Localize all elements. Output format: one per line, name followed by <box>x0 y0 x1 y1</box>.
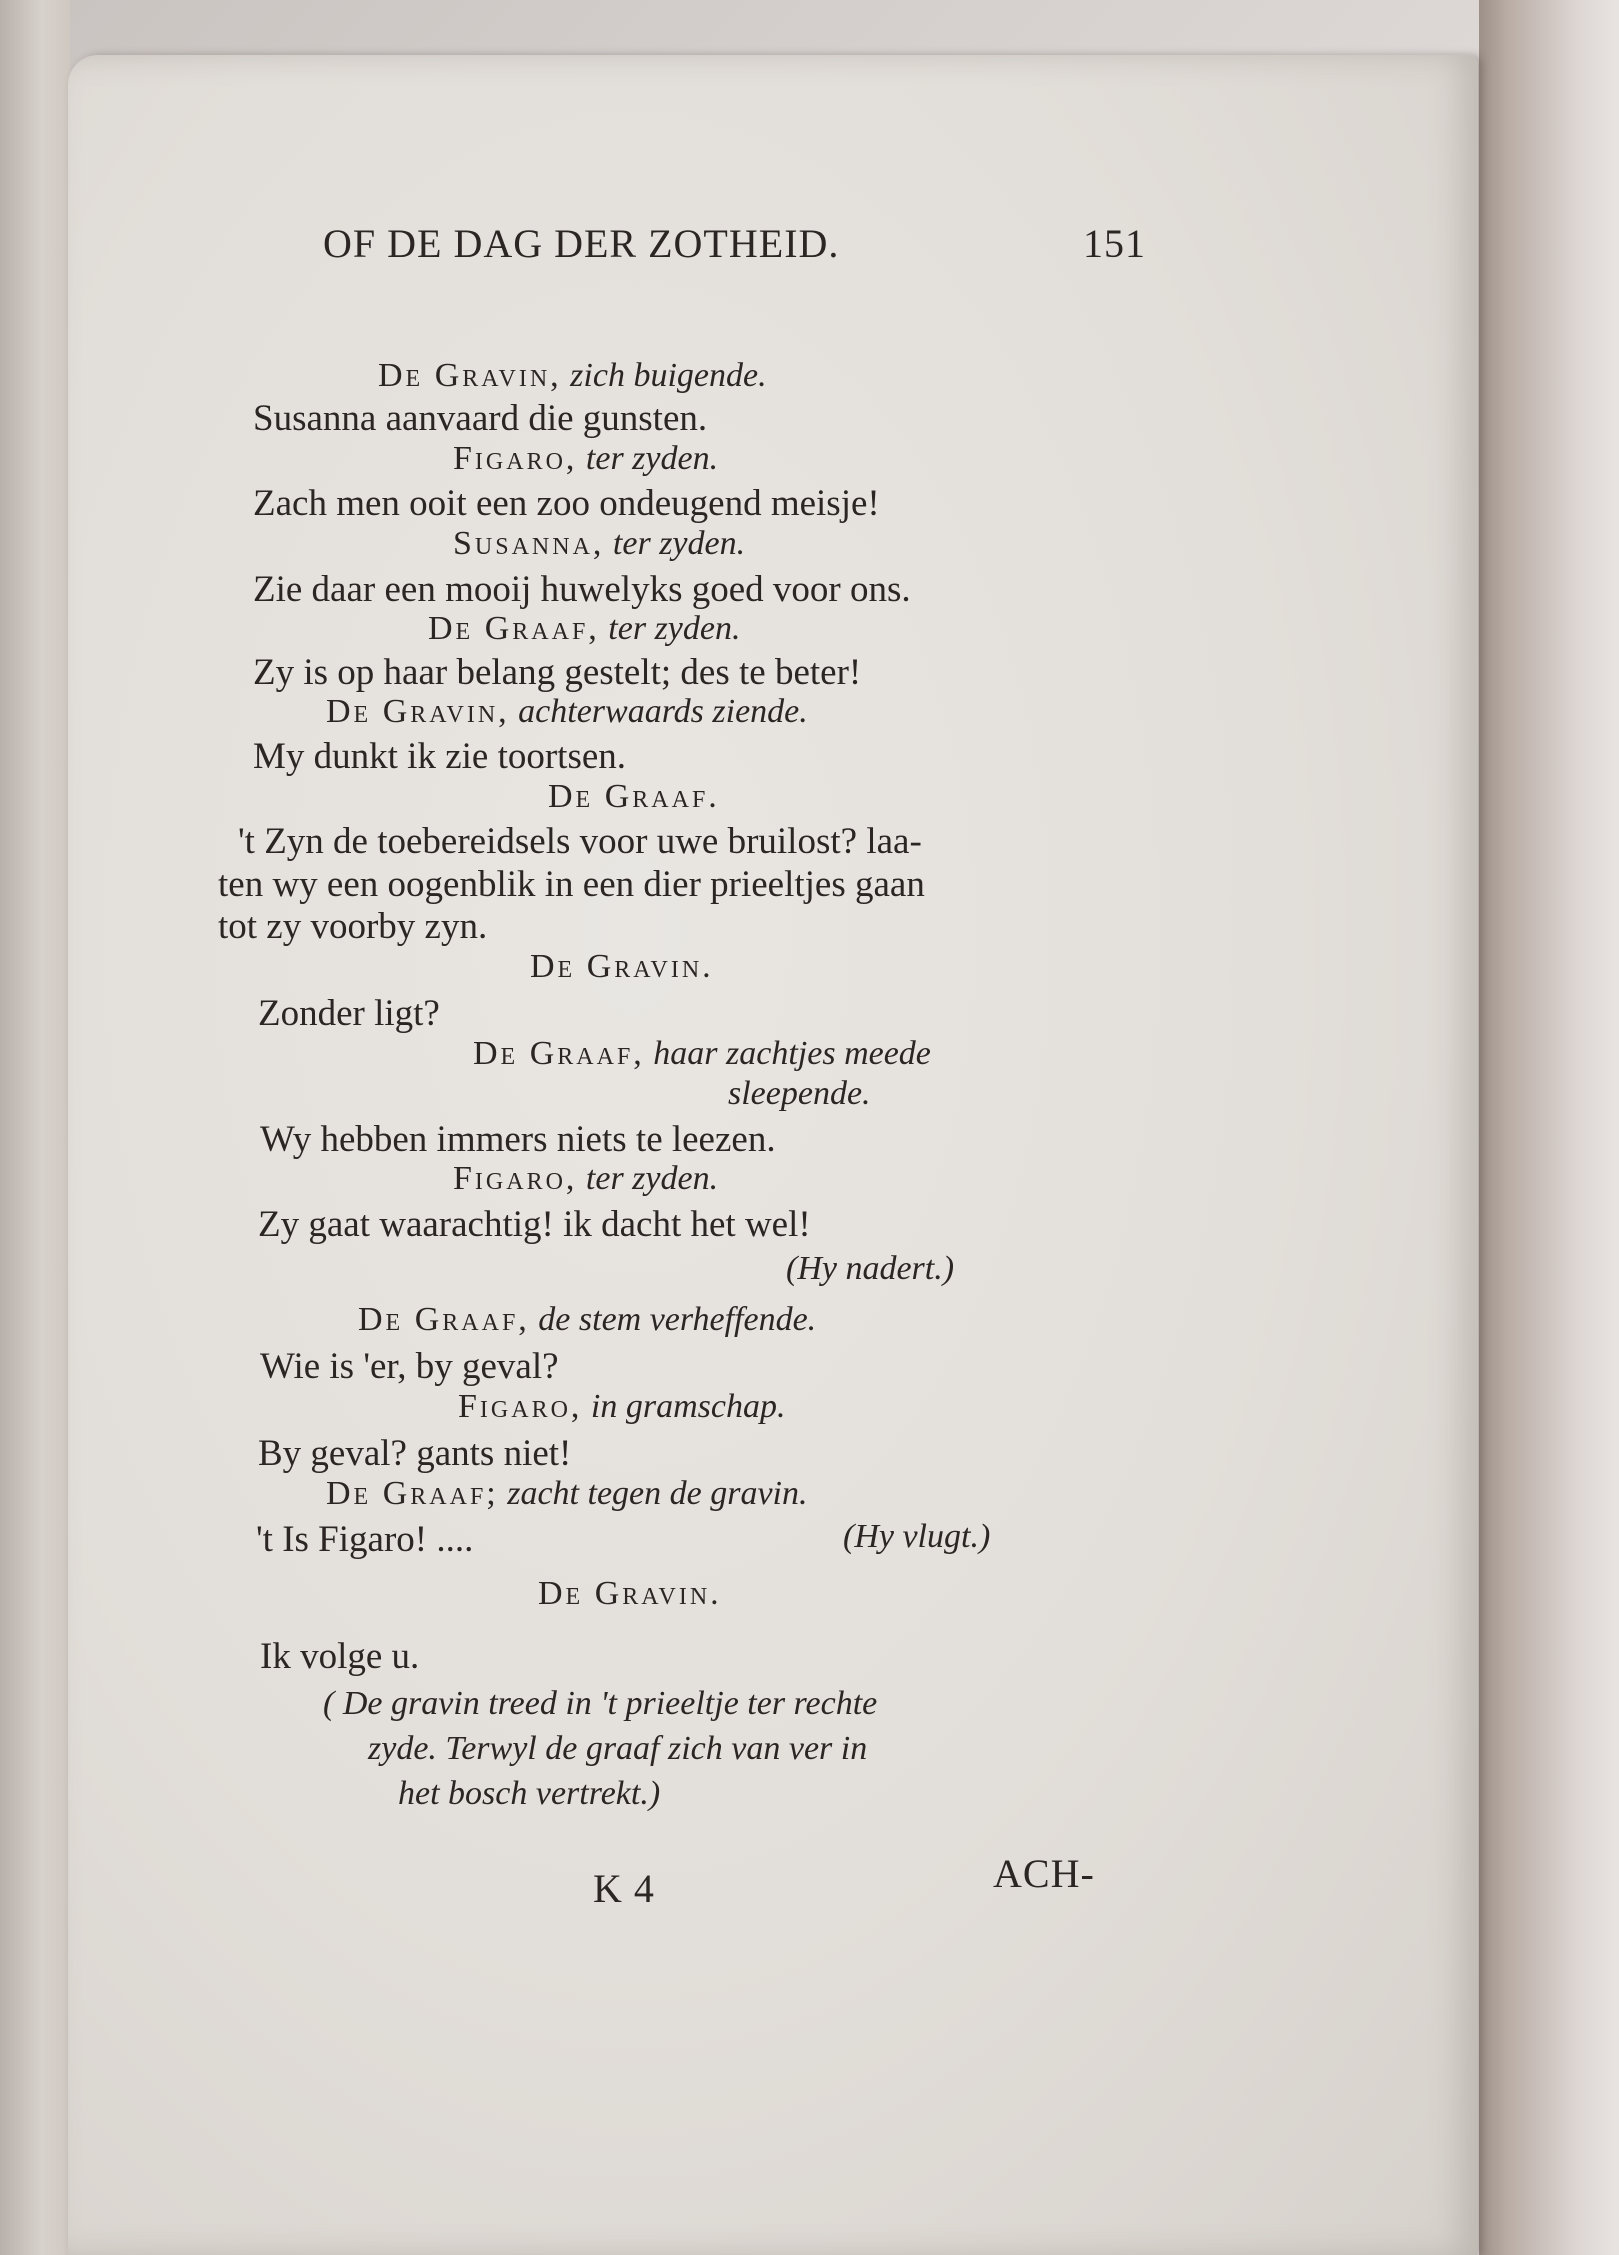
speaker-name: Figaro, <box>453 1160 578 1197</box>
speaker-line <box>326 1475 808 1513</box>
dialogue-line: Wie is 'er, by geval? <box>260 1346 559 1387</box>
stage-direction: zacht tegen de gravin. <box>507 1475 808 1512</box>
dialogue-line: Susanna aanvaard die gunsten. <box>253 398 708 439</box>
speaker-line <box>378 357 767 395</box>
speaker-name: De Gravin, <box>378 357 562 394</box>
signature-mark: K 4 <box>593 1866 655 1911</box>
dialogue-line: Wy hebben immers niets te leezen. <box>260 1119 776 1160</box>
speaker-line <box>428 610 740 648</box>
dialogue-line: Zie daar een mooij huwelyks goed voor ons. <box>253 569 911 610</box>
dialogue-line: Zach men ooit een zoo ondeugend meisje! <box>253 483 880 524</box>
speaker-name: De Graaf, <box>358 1301 530 1338</box>
dialogue-line: My dunkt ik zie toortsen. <box>253 736 627 777</box>
speaker-line <box>453 1160 718 1198</box>
dialogue-line: Zonder ligt? <box>258 993 440 1034</box>
stage-direction-continued: sleepende. <box>728 1075 871 1112</box>
speaker-name: De Graaf; <box>326 1475 499 1512</box>
page-content <box>68 55 1478 2255</box>
stage-direction: (Hy nadert.) <box>786 1250 955 1287</box>
speaker-name: De Graaf, <box>428 610 600 647</box>
speaker-name: De Gravin. <box>538 1575 722 1612</box>
speaker-name: De Graaf. <box>548 778 720 815</box>
speaker-name: Figaro, <box>458 1388 583 1425</box>
dialogue-line: tot zy voorby zyn. <box>218 906 488 947</box>
speaker-name: Susanna, <box>453 525 605 562</box>
catchword: ACH- <box>993 1851 1095 1896</box>
speaker-line <box>530 948 714 986</box>
speaker-line <box>326 693 808 731</box>
dialogue-line: Zy is op haar belang gestelt; des te beter! <box>253 652 862 693</box>
stage-direction: achterwaards ziende. <box>518 693 808 730</box>
stage-direction: ter zyden. <box>585 440 719 477</box>
stage-direction: de stem verheffende. <box>538 1301 817 1338</box>
book-page <box>68 55 1478 2255</box>
speaker-name: De Gravin. <box>530 948 714 985</box>
dialogue-line: 't Zyn de toebereidsels voor uwe bruilost? laa- <box>238 821 922 862</box>
stage-direction: (Hy vlugt.) <box>843 1518 991 1555</box>
stage-direction: in gramschap. <box>590 1388 786 1425</box>
stage-direction: ter zyden. <box>612 525 746 562</box>
speaker-line <box>548 778 720 816</box>
dialogue-line: By geval? gants niet! <box>258 1433 572 1474</box>
left-page-edge <box>0 0 70 2255</box>
stage-direction: ( De gravin treed in 't prieeltje ter rechte <box>323 1685 878 1722</box>
page-number: 151 <box>1083 221 1146 266</box>
book-cover-edge <box>1479 0 1619 2255</box>
stage-direction: ter zyden. <box>585 1160 719 1197</box>
stage-direction: ter zyden. <box>608 610 741 647</box>
stage-direction: zich buigende. <box>570 357 767 394</box>
speaker-line <box>453 440 718 478</box>
dialogue-line: 't Is Figaro! .... <box>256 1519 474 1560</box>
speaker-name: De Graaf, <box>473 1035 645 1072</box>
dialogue-line: Zy gaat waarachtig! ik dacht het wel! <box>258 1204 811 1245</box>
speaker-name: De Gravin, <box>326 693 510 730</box>
stage-direction: het bosch vertrekt.) <box>398 1775 661 1812</box>
dialogue-line: ten wy een oogenblik in een dier prieeltjes gaan <box>218 864 925 905</box>
speaker-line <box>538 1575 722 1613</box>
running-title: OF DE DAG DER ZOTHEID. <box>323 221 840 266</box>
speaker-line <box>358 1301 816 1339</box>
speaker-name: Figaro, <box>453 440 578 477</box>
speaker-line <box>453 525 745 563</box>
speaker-line <box>458 1388 785 1426</box>
speaker-line <box>473 1035 931 1073</box>
dialogue-line: Ik volge u. <box>260 1636 420 1677</box>
stage-direction: haar zachtjes meede <box>653 1035 931 1072</box>
stage-direction: zyde. Terwyl de graaf zich van ver in <box>368 1730 868 1767</box>
